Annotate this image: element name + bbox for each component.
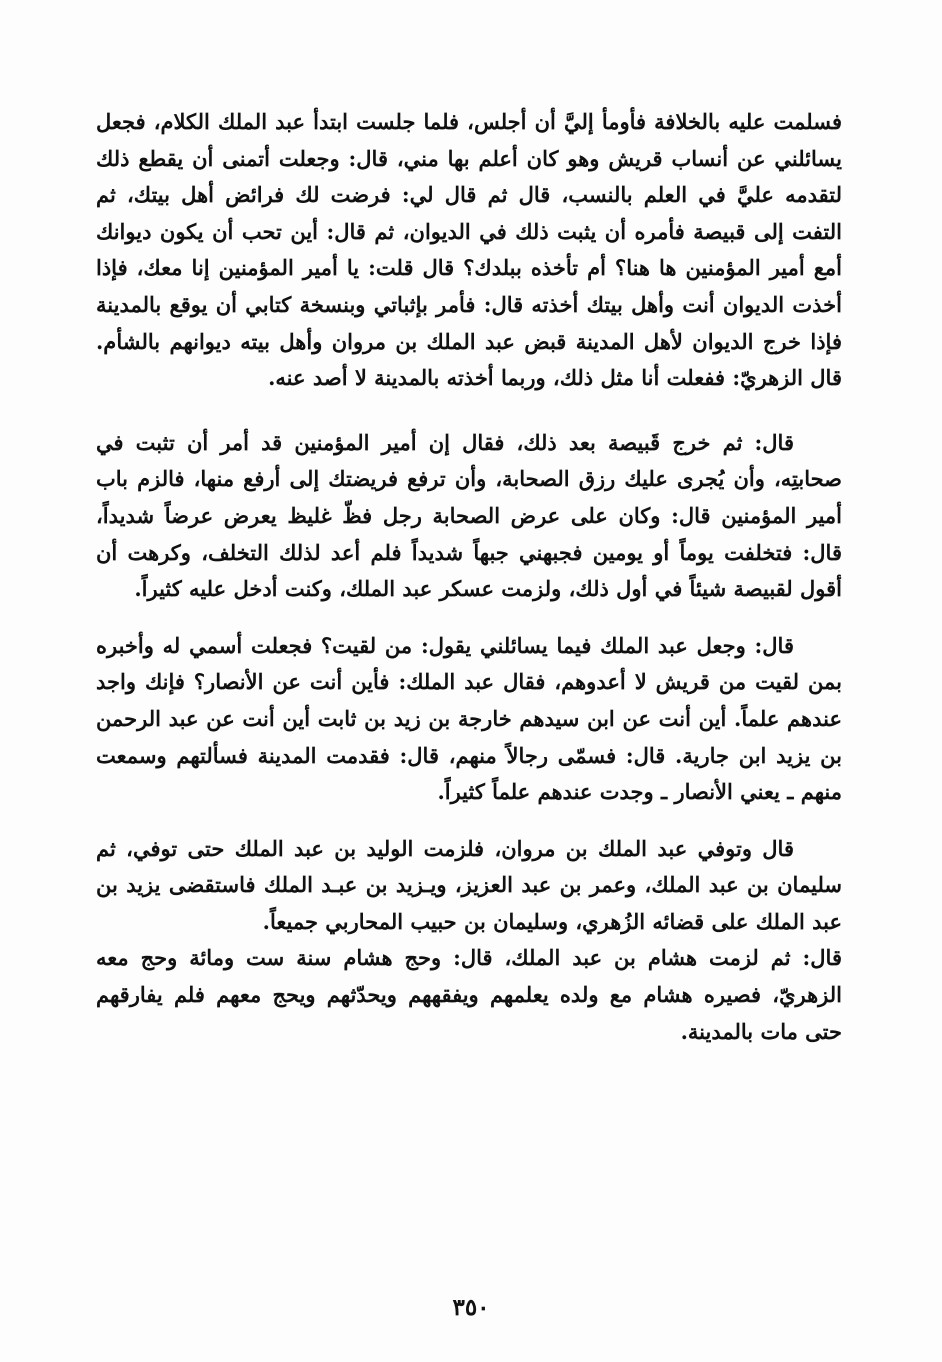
paragraph-3: قال: وجعل عبد الملك فيما يسائلني يقول: من لقيت؟ فجعلت أسمي له وأخبره بمن لقيت من قريش لا أعدوهم، فقال عبد الملك: فأين أنت عن الأنصار؟ فإنك واجد عندهم علماً. أين أنت عن ابن سيدهم خارجة بن زيد بن ثابت أين أنت عن عبد الرحمن بن يزيد ابن جارية. قال: فسمّى رجالاً منهم، قال: فقدمت المدينة فسألتهم وسمعت منهم ـ يعني الأنصار ـ وجدت عندهم علماً كثيراً. bbox=[96, 632, 842, 805]
paragraph-2: قال: ثم خرج قَبيصة بعد ذلك، فقال إن أمير المؤمنين قد أمر أن تثبت في صحابتِه، وأن يُجرى عليك رزق الصحابة، وأن ترفع فريضتك إلى أرفع منها، فالزم باب أمير المؤمنين قال: وكان على عرض الصحابة رجل فظّ غليظ يعرض عرضاً شديداً، قال: فتخلفت يوماً أو يومين فجبهني جبهاً شديداً فلم أعد لذلك التخلف، وكرهت أن أقول لقبيصة شيئاً في أول ذلك، ولزمت عسكر عبد الملك، وكنت أدخل عليه كثيراً. bbox=[96, 429, 842, 602]
paragraph-1: فسلمت عليه بالخلافة فأومأ إليَّ أن أجلس، فلما جلست ابتدأ عبد الملك الكلام، فجعل يسائلني عن أنساب قريش وهو كان أعلم بها مني، قال: وجعلت أتمنى أن يقطع ذلك لتقدمه عليَّ في العلم بالنسب، قال ثم قال لي: فرضت لك فرائض أهل بيتك، ثم التفت إلى قبيصة فأمره أن يثبت ذلك في الديوان، ثم قال: أين تحب أن يكون ديوانك أمع أمير المؤمنين ها هنا؟ أم تأخذه ببلدك؟ قال قلت: يا أمير المؤمنين إنا معك، فإذا أخذت الديوان أنت وأهل بيتك أخذته قال: فأمر بإثباتي وبنسخة كتابي أن يوقع بالمدينة فإذا خرج الديوان لأهل المدينة قبض عبد الملك بن مروان وأهل بيته ديوانهم بالشأم. قال الزهريّ: ففعلت أنا مثل ذلك، وربما أخذته بالمدينة لا أصد عنه. bbox=[96, 109, 842, 391]
paragraph-4: قال وتوفي عبد الملك بن مروان، فلزمت الوليد بن عبد الملك حتى توفي، ثم سليمان بن عبد الملك، وعمر بن عبد العزيز، ويـزيد بن عبـد الملك فاستقضى يزيد بن عبد الملك على قضائه الزُهري، وسليمان بن حبيب المحاربي جميعاً. bbox=[96, 835, 842, 934]
page-number: ٣٥٠ bbox=[452, 1294, 490, 1321]
body-text bbox=[96, 104, 842, 1050]
paragraph-5: قال: ثم لزمت هشام بن عبد الملك، قال: وحج هشام سنة ست ومائة وحج معه الزهريّ، فصيره هشام مع ولده يعلمهم ويفقههم ويحدّثهم ويحج معهم فلم يفارقهم حتى مات بالمدينة. bbox=[96, 945, 842, 1044]
